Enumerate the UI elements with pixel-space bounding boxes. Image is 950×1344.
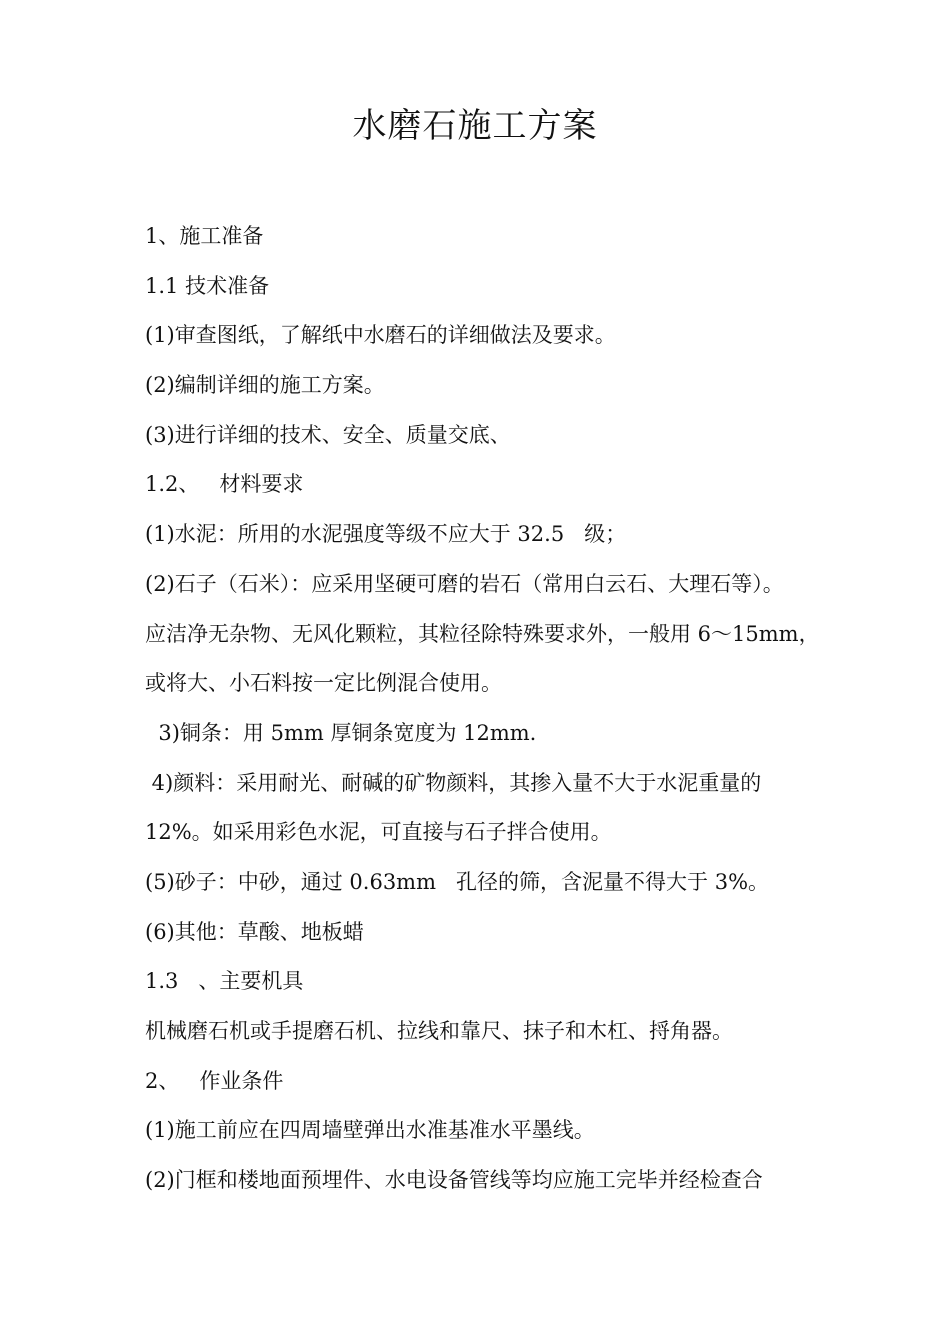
document-title: 水磨石施工方案	[352, 106, 598, 146]
body-line: 4)颜料：采用耐光、耐碱的矿物颜料，其掺入量不大于水泥重量的	[145, 770, 762, 795]
body-line: 2、 作业条件	[145, 1068, 284, 1093]
body-line: 机械磨石机或手提磨石机、拉线和靠尺、抹子和木杠、捋角器。	[145, 1019, 733, 1043]
body-line: (1)审查图纸，了解纸中水磨石的详细做法及要求。	[145, 323, 616, 348]
body-line: (6)其他：草酸、地板蜡	[145, 919, 364, 944]
body-line: (1)水泥：所用的水泥强度等级不应大于 32.5 级；	[145, 522, 627, 547]
body-line: (1)施工前应在四周墙壁弹出水准基准水平墨线。	[145, 1118, 595, 1143]
body-line: 12%。如采用彩色水泥，可直接与石子拌合使用。	[145, 820, 612, 845]
document-body	[145, 218, 820, 1212]
body-line: (2)门框和楼地面预埋件、水电设备管线等均应施工完毕并经检查合	[145, 1168, 763, 1193]
body-line: 1、施工准备	[145, 224, 264, 248]
body-line: 1.3 、主要机具	[145, 969, 304, 994]
body-line: (2)石子（石米）：应采用坚硬可磨的岩石（常用白云石、大理石等）。	[145, 571, 784, 596]
body-line: (2)编制详细的施工方案。	[145, 373, 385, 398]
body-line: (5)砂子：中砂，通过 0.63mm 孔径的筛，含泥量不得大于 3%。	[145, 869, 770, 894]
body-line: 3)铜条：用 5mm 厚铜条宽度为 12mm.	[145, 720, 537, 745]
body-line: (3)进行详细的技术、安全、质量交底、	[145, 422, 511, 447]
body-line: 或将大、小石料按一定比例混合使用。	[145, 671, 502, 696]
body-line: 1.1 技术准备	[145, 273, 270, 298]
body-line: 应洁净无杂物、无风化颗粒，其粒径除特殊要求外，一般用 6～15mm，	[145, 621, 820, 646]
body-line: 1.2、 材料要求	[145, 472, 304, 497]
